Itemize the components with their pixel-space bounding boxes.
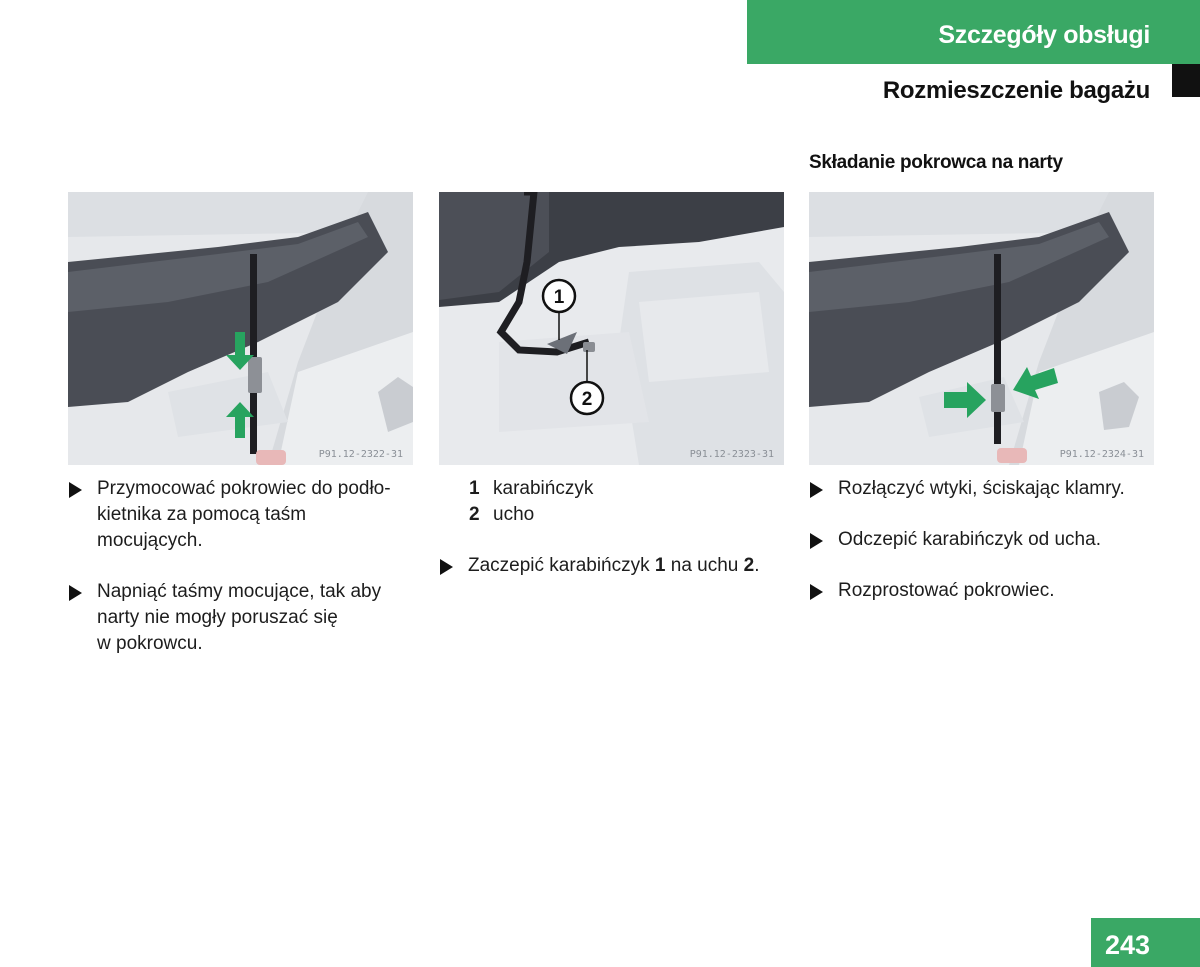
step-text-line: Rozprostować pokrowiec. [838,580,1055,601]
legend-number: 2 [469,504,480,525]
thumb-tab-marker [1172,64,1200,97]
legend-label: karabińczyk [493,478,594,499]
bullet-arrow-icon [440,559,453,575]
callout-2 [571,382,603,414]
section-title: Rozmieszczenie bagażu [882,77,1150,104]
figure-code: P91.12-2324-31 [1059,449,1144,460]
callout-1 [543,280,575,312]
page-number-box [1091,918,1200,967]
middle-column [440,476,785,579]
figure-code: P91.12-2322-31 [318,449,403,460]
step-text-line: w pokrowcu. [97,633,203,654]
right-column [810,476,1170,604]
left-column [69,476,414,657]
step-text-line: narty nie mogły poruszać się [97,607,338,628]
legend-item [440,502,785,528]
page-number: 243 [1105,930,1151,960]
step-text-line: Rozłączyć wtyki, ściskając klamry. [838,478,1125,499]
step-item [810,578,1170,604]
step-item [810,527,1170,553]
figure-carabiner [439,192,784,465]
step-item [810,476,1170,502]
step-text-line: Odczepić karabińczyk od ucha. [838,529,1101,550]
chapter-header-band [747,0,1200,64]
figure-buckle-release-illustration [809,192,1154,465]
step-text-line: Przymocować pokrowiec do podło- [97,478,391,499]
callout-1-label: 1 [553,287,565,308]
bullet-arrow-icon [810,482,823,498]
figure-strap-fasten-illustration [68,192,413,465]
bullet-arrow-icon [69,585,82,601]
step-item [69,476,414,554]
bullet-arrow-icon [810,584,823,600]
chapter-title: Szczegóły obsługi [938,21,1150,49]
legend-label: ucho [493,504,535,525]
step-text-line: Zaczepić karabińczyk 1 na uchu 2. [468,555,760,576]
callout-overlay [439,192,784,465]
step-item [69,579,414,657]
figure-buckle-release [809,192,1154,465]
callout-2-label: 2 [581,389,593,410]
step-item [440,553,785,579]
legend-item [440,476,785,502]
step-text-line: kietnika za pomocą taśm [97,504,307,525]
figure-strap-fasten [68,192,413,465]
bullet-arrow-icon [810,533,823,549]
subsection-title: Składanie pokrowca na narty [809,152,1063,173]
bullet-arrow-icon [69,482,82,498]
step-text-line: mocujących. [97,530,203,551]
step-text-line: Napniąć taśmy mocujące, tak aby [97,581,382,602]
figure-code: P91.12-2323-31 [689,449,774,460]
legend-number: 1 [469,478,480,499]
